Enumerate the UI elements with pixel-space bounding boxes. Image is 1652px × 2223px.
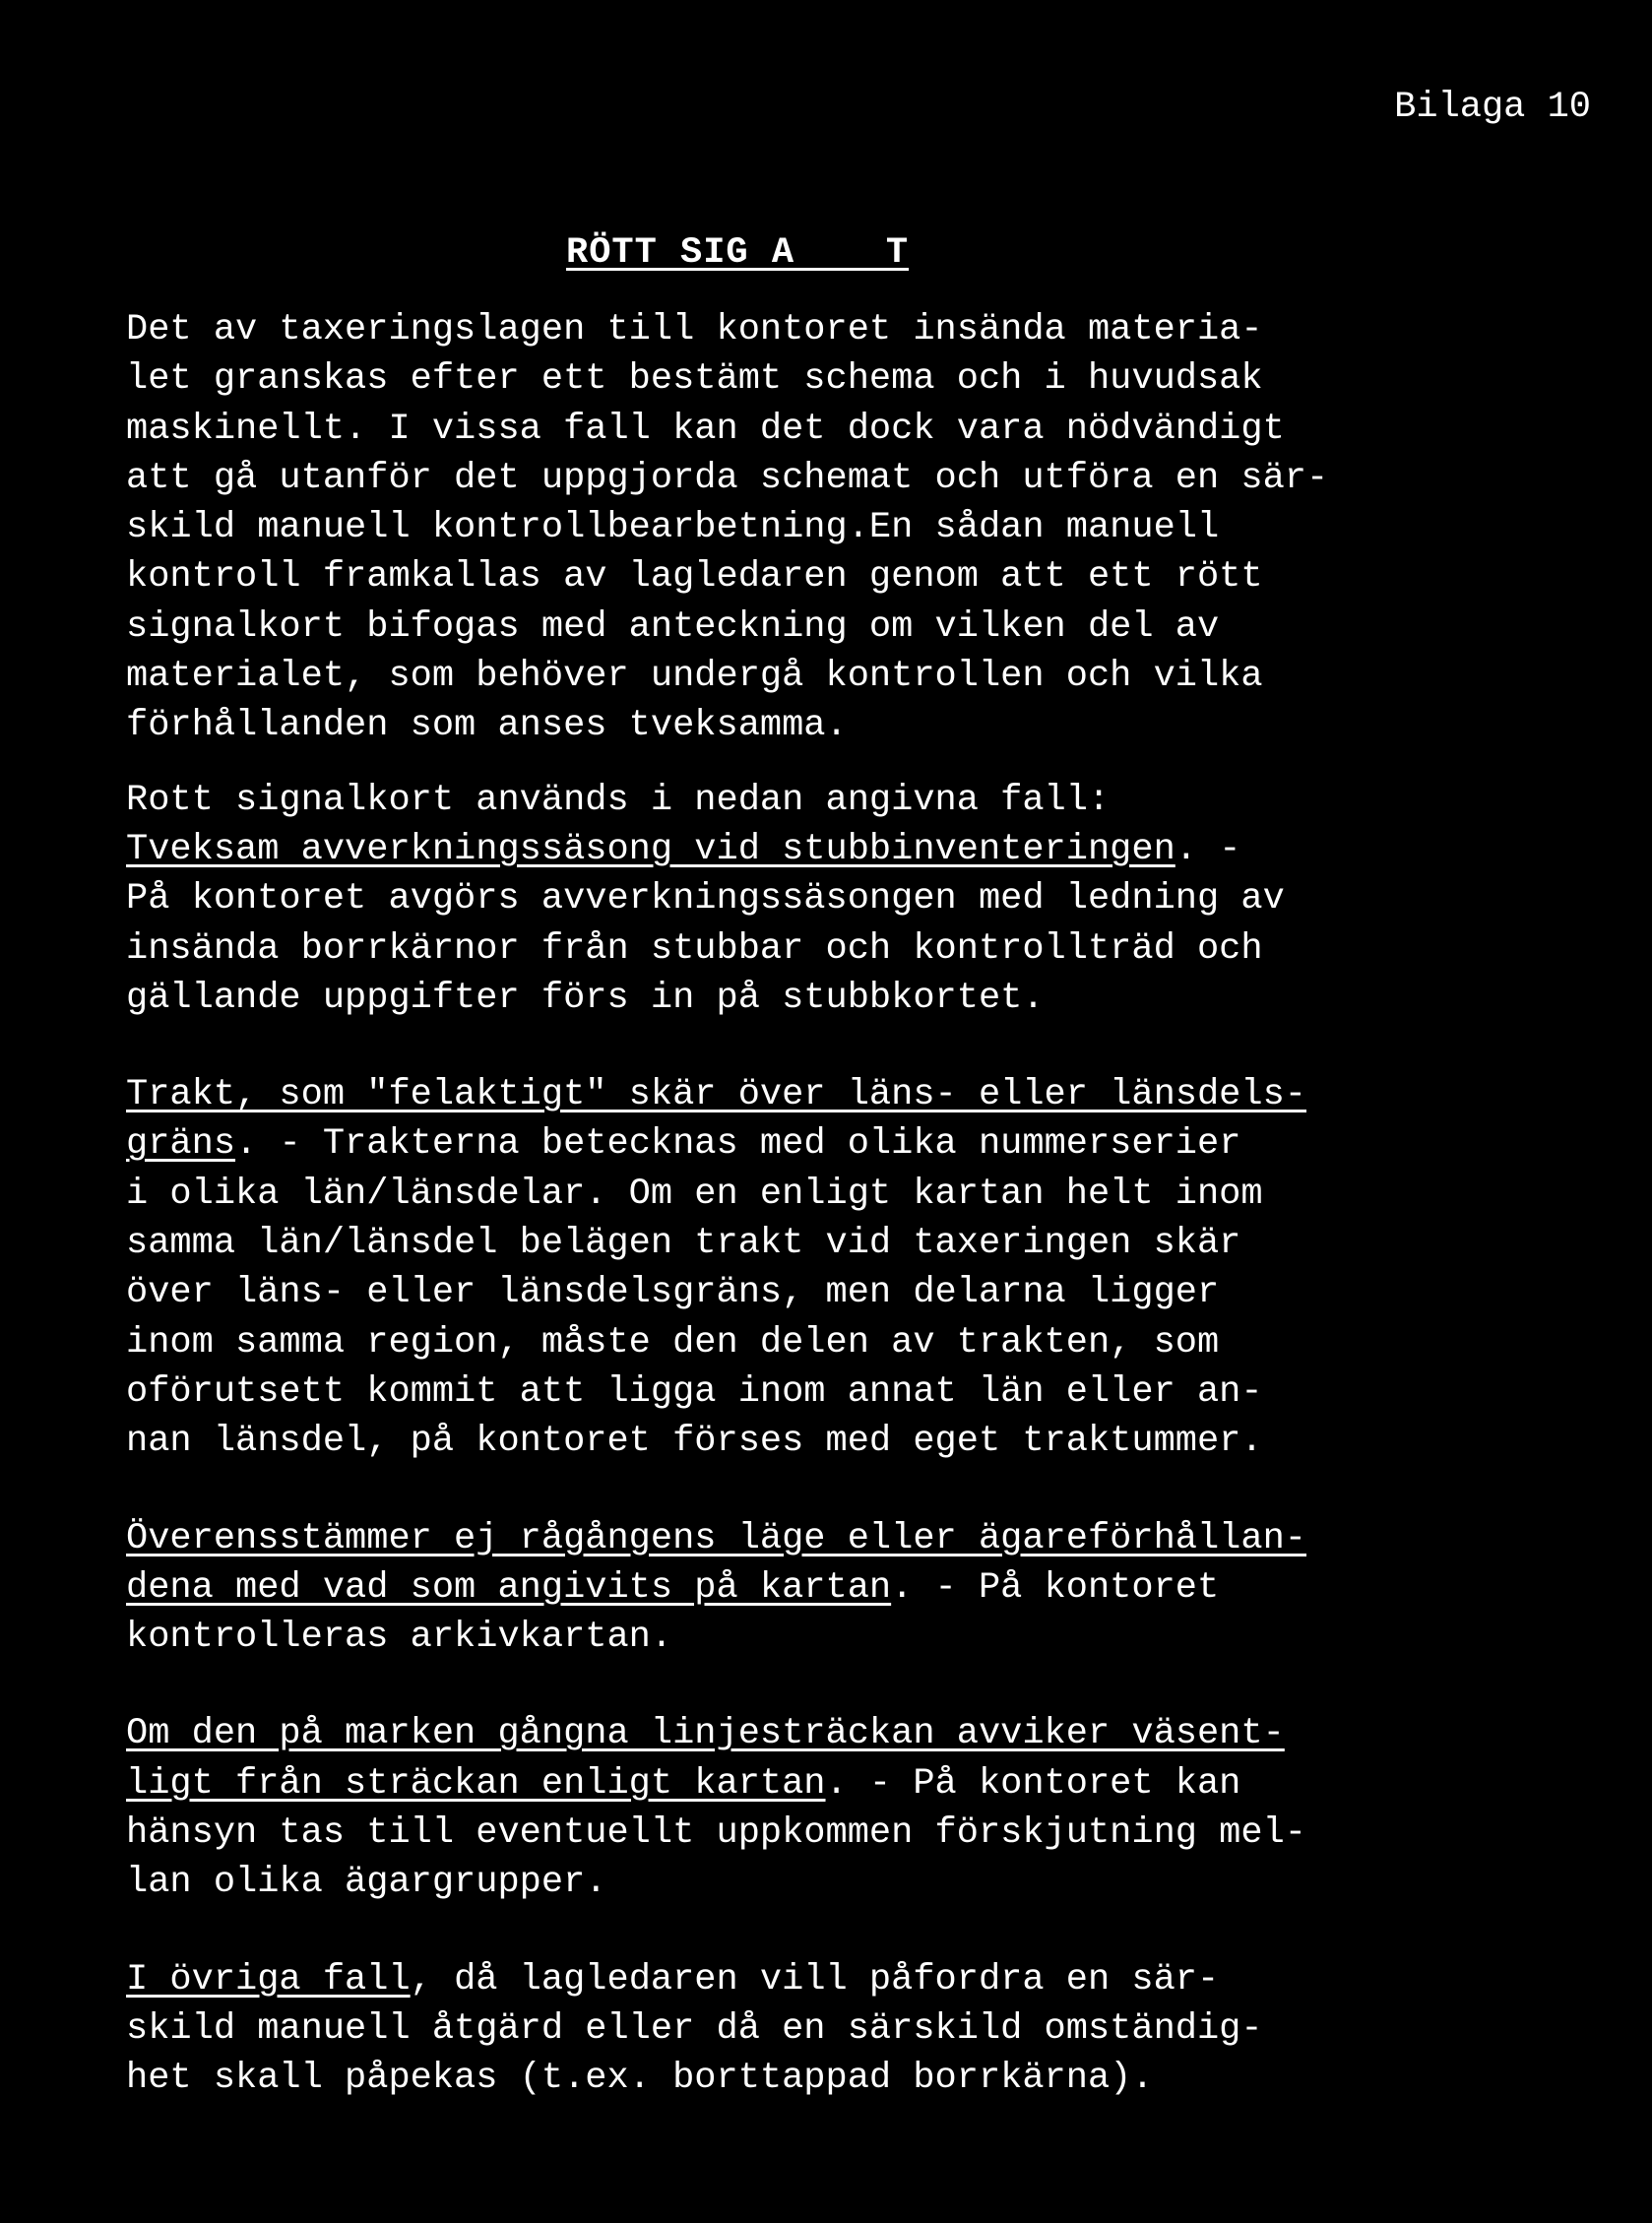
case3-heading: Överensstämmer ej rågångens läge eller ägareförhållan- dena med vad som angivits på kartan bbox=[126, 1517, 1306, 1609]
case5-paragraph bbox=[126, 1955, 1603, 2104]
case1-text: . - På kontoret avgörs avverkningssäsongen med ledning av insända borrkärnor från stubbar och kontrollträd och gällande uppgifter förs in på stubbkortet. bbox=[126, 828, 1285, 1019]
cases-paragraph bbox=[126, 776, 1603, 1023]
case3-paragraph bbox=[126, 1514, 1603, 1663]
case4-text: . - På kontoret kan hänsyn tas till eventuellt uppkommen förskjutning mel- lan olika ägargrupper. bbox=[126, 1762, 1306, 1904]
case5-heading: I övriga fall bbox=[126, 1958, 411, 2001]
case4-paragraph bbox=[126, 1709, 1603, 1907]
case2-heading: Trakt, som "felaktigt" skär över läns- eller länsdels- gräns bbox=[126, 1074, 1306, 1166]
appendix-label: Bilaga 10 bbox=[1394, 87, 1591, 128]
document-body bbox=[126, 305, 1603, 2104]
case5-text: , då lagledaren vill påfordra en sär- skild manuell åtgärd eller då en särskild omständig- het skall påpekas (t.ex. borttappad borrkärna). bbox=[126, 1958, 1263, 2100]
case3-text: . - På kontoret kontrolleras arkivkartan. bbox=[126, 1566, 1220, 1659]
case4-heading: Om den på marken gångna linjesträckan avviker väsent- ligt från sträckan enligt kartan bbox=[126, 1713, 1285, 1805]
case1-heading: Tveksam avverkningssäsong vid stubbinventeringen bbox=[126, 828, 1175, 870]
intro-paragraph: Det av taxeringslagen till kontoret insända materia- let granskas efter ett bestämt schema och i huvudsak maskinellt. I vissa fall kan det dock vara nödvändigt att gå utanför det uppgjorda schemat och utföra en sär- skild manuell kontrollbearbetning.En sådan manuell kontroll framkallas av lagledaren genom att ett rött signalkort bifogas med anteckning om vilken del av materialet, som behöver undergå kontrollen och vilka förhållanden som anses tveksamma. bbox=[126, 309, 1329, 747]
cases-lead: Rott signalkort används i nedan angivna fall: bbox=[126, 779, 1111, 821]
document-title: RÖTT SIG A T bbox=[566, 232, 910, 274]
case2-paragraph bbox=[126, 1070, 1603, 1466]
case2-text: . - Trakterna betecknas med olika nummerserier i olika län/länsdelar. Om en enligt kartan helt inom samma län/länsdel belägen trakt vid taxeringen skär över läns- eller länsdelsgräns, men delarna ligger inom samma region, måste den delen av trakten, som oförutsett kommit att ligga inom annat län eller an- nan länsdel, på kontoret förses med eget traktummer. bbox=[126, 1123, 1263, 1463]
